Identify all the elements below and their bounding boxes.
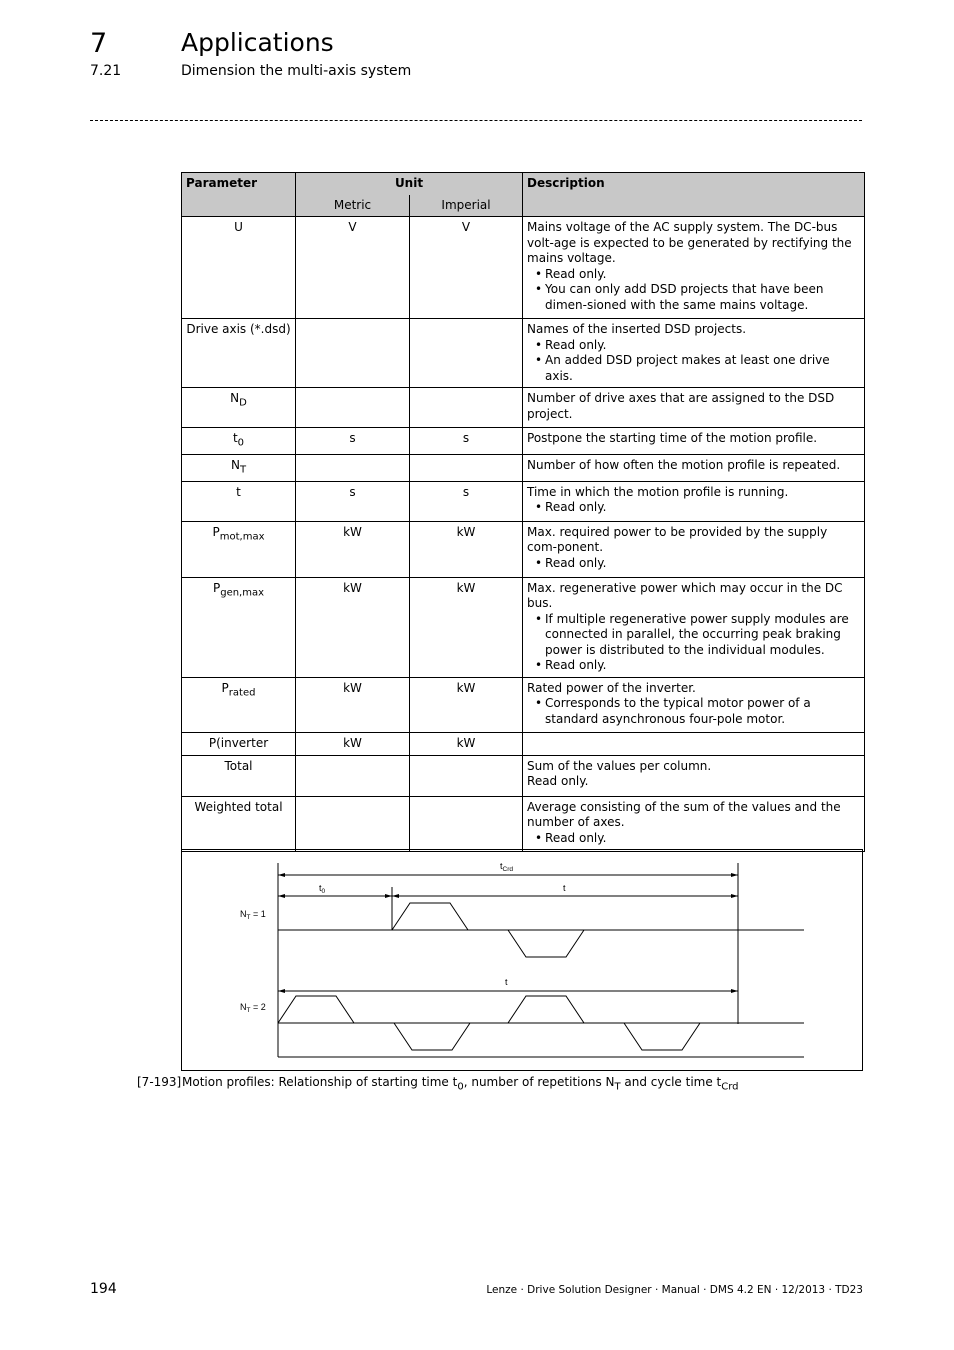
description-text: Sum of the values per column. [527, 758, 712, 773]
label-t-top: t [563, 883, 566, 893]
param-subscript: mot,max [219, 531, 265, 543]
imperial-unit-cell: kW [410, 677, 523, 732]
bullet-item: • Read only. [545, 658, 860, 674]
param-cell [182, 388, 296, 428]
arrow-t2-right [731, 989, 738, 993]
table-row [182, 428, 865, 455]
table-body [182, 217, 865, 852]
chapter-title: Applications [181, 28, 334, 57]
metric-unit-cell: kW [296, 677, 410, 732]
label-nt1: $N_T = 1$ [240, 909, 266, 921]
table-row [182, 577, 865, 677]
imperial-unit-cell [410, 796, 523, 851]
param-cell [182, 755, 296, 796]
imperial-unit-cell: s [410, 428, 523, 455]
description-cell [523, 677, 865, 732]
imperial-unit-cell: V [410, 217, 523, 319]
table-row [182, 481, 865, 521]
bullet-item: • Read only. [545, 556, 860, 572]
metric-unit-cell: V [296, 217, 410, 319]
section-title: Dimension the multi-axis system [181, 63, 412, 79]
param-cell [182, 481, 296, 521]
header-imperial: Imperial [410, 195, 523, 217]
param-name: U [234, 220, 243, 234]
param-subscript: 0 [237, 437, 245, 449]
profile-2-up-b [508, 996, 584, 1023]
description-text: Max. required power to be provided by the supply com-ponent. [527, 524, 828, 555]
metric-unit-cell [296, 755, 410, 796]
param-cell [182, 319, 296, 388]
header-divider [90, 120, 862, 121]
description-text: Names of the inserted DSD projects. [527, 322, 747, 336]
description-bullets [527, 612, 860, 674]
description-text: Average consisting of the sum of the values and the number of axes. [527, 799, 841, 830]
header-description: Description [523, 173, 865, 217]
description-cell [523, 454, 865, 481]
bullet-item: • Read only. [545, 500, 860, 516]
param-cell [182, 577, 296, 677]
arrow-t0-left [278, 894, 285, 898]
metric-unit-cell [296, 796, 410, 851]
profile-2-up-a [278, 996, 354, 1023]
profile-2-down-b [624, 1023, 700, 1050]
imperial-unit-cell [410, 319, 523, 388]
description-bullets [527, 696, 860, 727]
caption-text-a: Motion profiles: Relationship of starting time t [182, 1075, 458, 1089]
page-number: 194 [90, 1281, 117, 1297]
bullet-item: • An added DSD project makes at least one drive axis. [545, 353, 860, 384]
bullet-item: • You can only add DSD projects that have been dimen-sioned with the same mains voltage. [545, 282, 860, 313]
caption-sub-a: 0 [457, 1081, 464, 1093]
description-bullets [527, 267, 860, 314]
metric-unit-cell: s [296, 428, 410, 455]
param-name: Total [224, 758, 253, 773]
metric-unit-cell [296, 454, 410, 481]
profile-1-down [508, 930, 584, 957]
table-row [182, 732, 865, 755]
param-name: P [221, 680, 229, 695]
description-cell [523, 388, 865, 428]
param-subscript: rated [228, 687, 256, 699]
table-row [182, 521, 865, 577]
table-row [182, 319, 865, 388]
bullet-item: • Read only. [545, 267, 860, 283]
description-text: Time in which the motion profile is running. [527, 484, 789, 499]
arrow-tcrd-left [278, 873, 285, 877]
header-unit: Unit [296, 173, 523, 195]
arrow-t-left [392, 894, 399, 898]
description-cell [523, 217, 865, 319]
chapter-number: 7 [90, 28, 108, 59]
param-cell [182, 217, 296, 319]
caption-number: [7-193] [137, 1075, 182, 1089]
profile-1-up [392, 903, 468, 930]
parameter-table [181, 172, 865, 852]
description-text: Number of drive axes that are assigned to the DSD project. [527, 391, 835, 421]
label-nt2: $N_T = 2$ [240, 1002, 266, 1014]
description-cell [523, 796, 865, 851]
metric-unit-cell [296, 388, 410, 428]
metric-unit-cell: kW [296, 732, 410, 755]
imperial-unit-cell [410, 755, 523, 796]
metric-unit-cell: kW [296, 521, 410, 577]
label-t-bottom: t [505, 977, 508, 987]
param-name: P(inverter [208, 735, 269, 750]
description-cell [523, 428, 865, 455]
caption-text-c: and cycle time t [620, 1075, 722, 1089]
description-text: Mains voltage of the AC supply system. The DC-bus volt-age is expected to be generated by rectifying the mains voltage. [527, 220, 852, 265]
description-cell [523, 521, 865, 577]
bullet-item: • If multiple regenerative power supply modules are connected in parallel, the occurring peak braking power is distributed to the individual modules. [545, 612, 860, 659]
header-metric: Metric [296, 195, 410, 217]
description-text: Max. regenerative power which may occur in the DC bus. [527, 580, 843, 611]
motion-profile-diagram [182, 850, 864, 1072]
table-row [182, 796, 865, 851]
table-row [182, 755, 865, 796]
arrow-t2-left [278, 989, 285, 993]
param-cell [182, 677, 296, 732]
profile-2-down-a [394, 1023, 470, 1050]
description-cell [523, 319, 865, 388]
param-subscript: T [239, 464, 247, 476]
param-name: t [236, 484, 241, 499]
description-cell [523, 481, 865, 521]
param-name: Weighted total [194, 799, 283, 814]
metric-unit-cell [296, 319, 410, 388]
metric-unit-cell: s [296, 481, 410, 521]
description-bullets [527, 831, 860, 847]
description-text: Rated power of the inverter. [527, 680, 696, 695]
bullet-item: • Read only. [545, 338, 860, 354]
caption-sub-b: T [614, 1081, 621, 1093]
param-cell [182, 796, 296, 851]
param-name: P [212, 524, 220, 539]
param-name: N [230, 457, 240, 472]
imperial-unit-cell [410, 454, 523, 481]
description-bullets [527, 556, 860, 572]
description-cell [523, 732, 865, 755]
param-cell [182, 454, 296, 481]
figure-caption [137, 1075, 739, 1092]
section-number: 7.21 [90, 63, 122, 79]
footer-doc-info: Lenze · Drive Solution Designer · Manual · DMS 4.2 EN · 12/2013 · TD23 [486, 1284, 863, 1296]
param-subscript: gen,max [220, 587, 265, 599]
caption-text-b: , number of repetitions N [463, 1075, 615, 1089]
arrow-t-right [731, 894, 738, 898]
param-name: t [232, 431, 238, 445]
header-parameter: Parameter [182, 173, 296, 217]
bullet-item: • Read only. [545, 831, 860, 847]
param-name: P [212, 580, 221, 595]
description-text-2: Read only. [527, 774, 589, 789]
label-t0: $t_0$ [319, 883, 326, 895]
imperial-unit-cell [410, 388, 523, 428]
imperial-unit-cell: s [410, 481, 523, 521]
table-row [182, 388, 865, 428]
label-tcrd: $t_{Crd}$ [500, 861, 513, 873]
param-cell [182, 428, 296, 455]
metric-unit-cell: kW [296, 577, 410, 677]
table-row [182, 217, 865, 319]
description-text: Number of how often the motion profile is repeated. [527, 457, 841, 472]
description-cell [523, 755, 865, 796]
description-cell [523, 577, 865, 677]
motion-profile-figure [181, 849, 863, 1071]
param-cell [182, 732, 296, 755]
caption-sub-c: Crd [721, 1081, 739, 1093]
description-text: Postpone the starting time of the motion profile. [527, 431, 818, 445]
param-cell [182, 521, 296, 577]
table-row [182, 454, 865, 481]
param-name: N [230, 391, 240, 405]
imperial-unit-cell: kW [410, 521, 523, 577]
arrow-tcrd-right [731, 873, 738, 877]
table-row [182, 677, 865, 732]
description-bullets [527, 500, 860, 516]
bullet-item: • Corresponds to the typical motor power of a standard asynchronous four-pole motor. [545, 696, 860, 727]
param-subscript: D [239, 397, 247, 409]
param-name: Drive axis (*.dsd) [186, 322, 291, 336]
imperial-unit-cell: kW [410, 577, 523, 677]
description-bullets [527, 338, 860, 385]
arrow-t0-right [385, 894, 392, 898]
imperial-unit-cell: kW [410, 732, 523, 755]
